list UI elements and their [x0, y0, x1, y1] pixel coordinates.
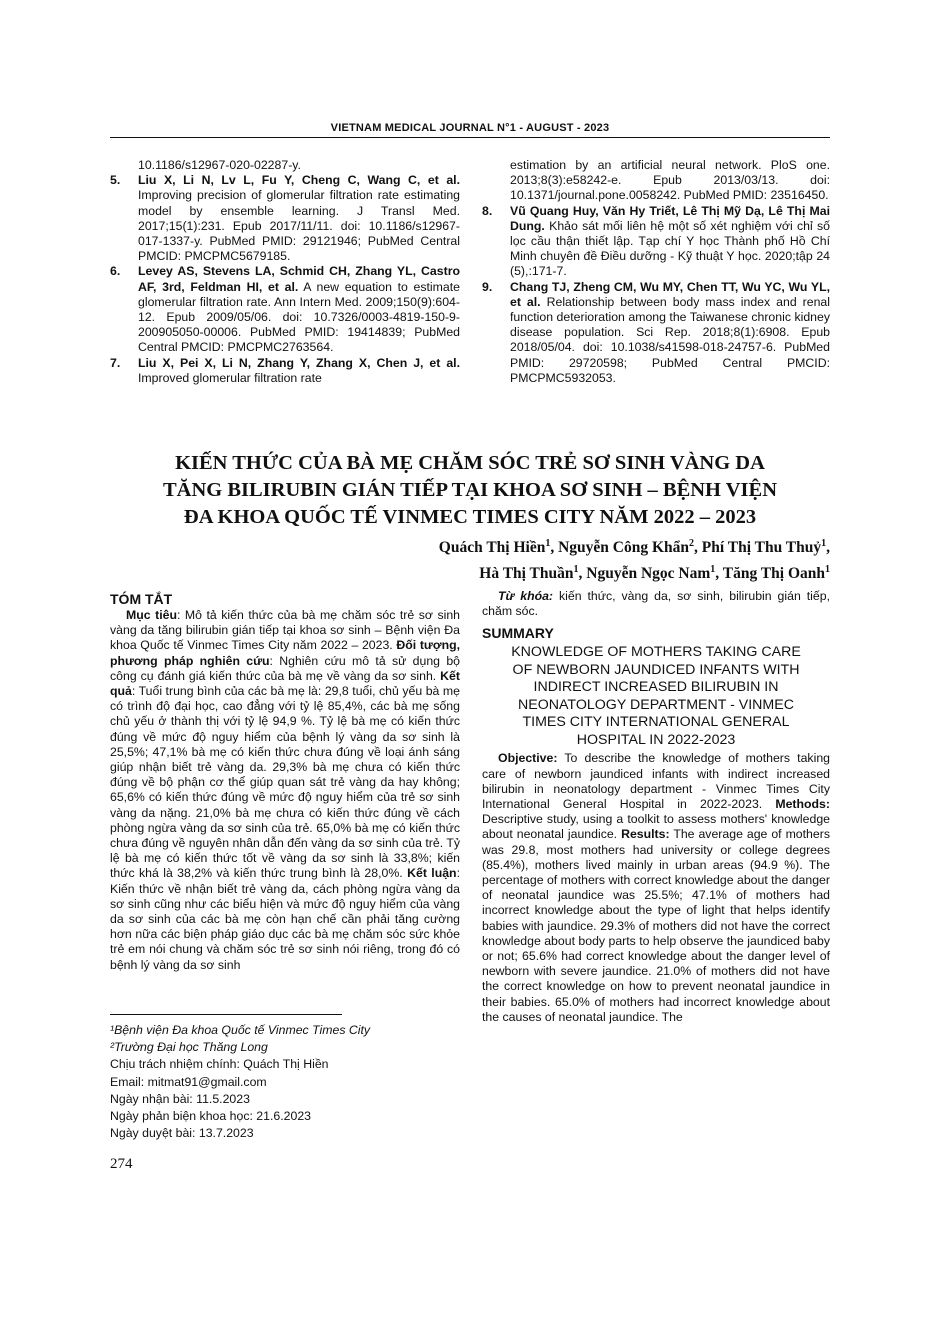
english-title-line: KNOWLEDGE OF MOTHERS TAKING CARE: [511, 644, 801, 661]
abstract-vietnamese: [110, 590, 460, 973]
author-separator: ,: [578, 565, 587, 583]
author-name: Quách Thị Hiền: [438, 539, 546, 557]
title-line: TĂNG BILIRUBIN GIÁN TIẾP TẠI KHOA SƠ SINH – BỆNH VIỆN: [162, 479, 778, 501]
results-text: : Tuổi trung bình của các bà mẹ là: 29,8 tuổi, chủ yếu bà mẹ có trình độ đại học, cao đẳng với tỷ lệ 85,4%, các bà mẹ sống chủ yếu ở thành thị với tỷ lệ 94,9 %. Tỷ lệ bà mẹ có kiến thức đúng về mức độ nguy hiểm của bệnh lý vàng da sơ sinh là 25,5%; 47,1% bà mẹ có kiến thức chưa đúng về loại ánh sáng giúp nhận biết trẻ vàng da. 29,3% bà mẹ chưa có kiến thức đúng về bộ phận cơ thể giúp quan sát trẻ vàng da hay không; 65,6% có kiến thức đúng về mức độ nguy hiểm của trẻ sơ sinh vàng da nặng. 21,0% bà mẹ chưa có kiến thức đúng về cách phòng ngừa vàng da sơ sinh của trẻ. 65,0% bà mẹ có kiến thức chưa đúng về nguyên nhân dẫn đến vàng da sơ sinh của trẻ. Tỷ lệ bà mẹ có kiến thức tốt về vàng da sơ sinh là 33,8%; kiến thức khá là 38,2% và kiến thức trung bình là 28,0%.: [110, 684, 460, 881]
article-title: [110, 450, 830, 531]
author-name: Nguyễn Ngọc Nam: [586, 565, 711, 583]
reference-item: [482, 280, 830, 386]
reference-authors: Levey AS, Stevens LA, Schmid CH, Zhang YL, Castro AF, 3rd, Feldman HI, et al.: [138, 264, 460, 294]
author-separator: ,: [694, 539, 702, 557]
author-affiliation: 1: [825, 564, 830, 576]
author-name: Phí Thị Thu Thuỷ: [701, 539, 822, 557]
results-text: The average age of mothers was 29.8, most mothers had university or college degrees (85.4%), mothers lived mainly in urban areas (94.9 %). The percentage of mothers with correct knowledge about the danger of neonatal jaundice was 25.5%; 47.1% of mothers had incorrect knowledge about the type of light that helps identify babies with jaundice. 29.3% of mothers did not have the correct knowledge about body parts to help observe the jaundiced baby or not; 65.6% had correct knowledge about the danger level of newborn with severe jaundice. 21.0% of mothers did not have the correct knowledge on how to prevent neonatal jaundice in their babies. 65.0% of mothers had incorrect knowledge about the causes of neonatal jaundice. The: [482, 827, 830, 1024]
reference-authors: Vũ Quang Huy, Văn Hy Triết, Lê Thị Mỹ Dạ, Lê Thị Mai Dung.: [510, 203, 830, 233]
reference-item: [110, 356, 460, 386]
date-reviewed: Ngày phản biện khoa học: 21.6.2023: [110, 1109, 312, 1124]
summary-heading: SUMMARY: [482, 625, 554, 642]
author-affiliation: 1: [545, 538, 551, 549]
abstract-english: [482, 589, 830, 1025]
keywords-text: kiến thức, vàng da, sơ sinh, bilirubin gián tiếp, chăm sóc.: [482, 589, 830, 619]
english-title-line: OF NEWBORN JAUNDICED INFANTS WITH: [512, 661, 800, 678]
footnotes: [110, 1022, 460, 1142]
conclusion-text: : Kiến thức về nhận biết trẻ vàng da, cách phòng ngừa vàng da sơ sinh cũng như các biểu hiện và mức độ nguy hiểm của vàng da sơ sinh của các bà mẹ còn hạn chế cần phải tăng cường hơn nữa các biện pháp giáo dục các bà mẹ chăm sóc sức khỏe trẻ em nói chung và chăm sóc trẻ sơ sinh nói riêng, trong đó có bệnh lý vàng da sơ sinh: [110, 866, 460, 972]
reference-number: 9.: [482, 279, 493, 294]
reference-number: 6.: [110, 264, 121, 279]
reference-number: 7.: [110, 355, 121, 370]
author-name: Tăng Thị Oanh: [722, 565, 825, 583]
author-affiliation: 1: [573, 564, 579, 576]
reference-item: [482, 158, 830, 204]
english-title-line: HOSPITAL IN 2022-2023: [576, 731, 736, 748]
date-received: Ngày nhận bài: 11.5.2023: [110, 1091, 250, 1106]
author-list: [300, 533, 830, 585]
reference-text: Khảo sát mối liên hệ một số xét nghiệm với chỉ số lọc cầu thận thiết lập. Tạp chí Y học Thành phố Hồ Chí Minh chuyên đề Điều dưỡng - Kỹ thuật Y học. 2020;tập 24 (5),:171-7.: [510, 218, 830, 279]
results-label: Kết quả: [110, 668, 460, 699]
author-separator: ,: [715, 565, 723, 583]
page-number: 274: [110, 1156, 133, 1172]
objective-label: Mục tiêu: [126, 608, 177, 622]
abstract-body: [110, 608, 460, 973]
author-line: [300, 559, 830, 585]
reference-text: Improving precision of glomerular filtration rate estimating model by ensemble learning. J Transl Med. 2017;15(1):231. Epub 2017/11/11. doi: 10.1186/s12967-017-1337-y. PubMed PMID: 29121946; PubMed Central PMCID: PMCPMC5679185.: [138, 188, 460, 264]
corresponding-author: Chịu trách nhiệm chính: Quách Thị Hiền: [110, 1057, 329, 1072]
english-title-line: INDIRECT INCREASED BILIRUBIN IN: [533, 679, 779, 696]
reference-item: [110, 173, 460, 264]
author-separator: ,: [550, 539, 559, 557]
author-affiliation: 2: [689, 538, 695, 549]
english-title: [482, 644, 830, 749]
email: Email: mitmat91@gmail.com: [110, 1074, 267, 1089]
author-name: Nguyễn Công Khẩn: [558, 539, 690, 557]
header-rule: [110, 137, 830, 138]
reference-text: Improved glomerular filtration rate: [138, 370, 322, 385]
reference-item: [110, 264, 460, 355]
references-right: [482, 158, 830, 386]
english-title-line: TIMES CITY INTERNATIONAL GENERAL: [522, 714, 790, 731]
date-accepted: Ngày duyệt bài: 13.7.2023: [110, 1126, 254, 1141]
footnote-rule: [110, 1014, 342, 1015]
author-name: Hà Thị Thuần: [479, 565, 574, 583]
reference-text: A new equation to estimate glomerular filtration rate. Ann Intern Med. 2009;150(9):604-12. Epub 2009/05/06. doi: 10.7326/0003-4819-150-9-200905050-00006. PubMed PMID: 19414839; PubMed Central PMCID: PMCPMC2763564.: [138, 279, 460, 355]
reference-item: [110, 158, 460, 173]
reference-number: 5.: [110, 173, 121, 188]
reference-text: 10.1186/s12967-020-02287-y.: [138, 158, 301, 172]
reference-item: [482, 204, 830, 280]
abstract-heading: TÓM TẮT: [110, 591, 173, 607]
author-separator: ,: [826, 539, 830, 557]
english-title-line: NEONATOLOGY DEPARTMENT - VINMEC: [518, 696, 794, 713]
title-line: ĐA KHOA QUỐC TẾ VINMEC TIMES CITY NĂM 2022 – 2023: [183, 506, 757, 528]
author-affiliation: 1: [710, 564, 716, 576]
reference-authors: Chang TJ, Zheng CM, Wu MY, Chen TT, Wu YC, Wu YL, et al.: [510, 279, 830, 309]
reference-authors: Liu X, Pei X, Li N, Zhang Y, Zhang X, Chen J, et al.: [138, 355, 460, 370]
running-header: VIETNAM MEDICAL JOURNAL N°1 - AUGUST - 2023: [330, 122, 610, 134]
conclusion-label: Kết luận: [407, 866, 457, 881]
methods-label: Methods:: [775, 797, 830, 812]
objective-text: To describe the knowledge of mothers taking care of newborn jaundiced infants with indirect increased bilirubin in neonatology department - Vinmec Times City International General Hospital in 2022-2023.: [482, 751, 830, 812]
methods-label: Đối tượng, phương pháp nghiên cứu: [110, 638, 461, 668]
reference-authors: Liu X, Li N, Lv L, Fu Y, Cheng C, Wang C, et al.: [138, 173, 460, 188]
keywords: [482, 589, 830, 619]
author-line: [300, 533, 830, 559]
objective-text: : Mô tả kiến thức của bà mẹ chăm sóc trẻ sơ sinh vàng da tăng bilirubin gián tiếp tại khoa sơ sinh – Bệnh viện Đa khoa Quốc tế Vinmec Times City năm 2022 – 2023.: [110, 608, 461, 653]
keywords-label: Từ khóa:: [498, 589, 554, 603]
objective-label: Objective:: [498, 751, 558, 766]
summary-body: [482, 751, 830, 1025]
results-label: Results:: [621, 827, 670, 842]
author-affiliation: 1: [821, 538, 827, 549]
methods-text: Descriptive study, using a toolkit to assess mothers' knowledge about neonatal jaundice.: [482, 812, 830, 842]
reference-number: 8.: [482, 203, 493, 218]
references-left: [110, 158, 460, 386]
reference-text: Relationship between body mass index and renal function deterioration among the Taiwanese chronic kidney disease population. Sci Rep. 2018;8(1):6908. Epub 2018/05/04. doi: 10.1038/s41598-018-24757-6. PubMed PMID: 29720598; PubMed Central PMCID: PMCPMC5932053.: [510, 294, 830, 385]
title-line: KIẾN THỨC CỦA BÀ MẸ CHĂM SÓC TRẺ SƠ SINH VÀNG DA: [175, 452, 765, 474]
methods-text: : Nghiên cứu mô tả sử dụng bộ công cụ đánh giá kiến thức của bà mẹ về vàng da sơ sinh.: [110, 653, 460, 683]
affiliation-2: ²Trường Đại học Thăng Long: [110, 1040, 268, 1055]
affiliation-1: ¹Bệnh viện Đa khoa Quốc tế Vinmec Times City: [110, 1023, 371, 1037]
reference-text: estimation by an artificial neural network. PloS one. 2013;8(3):e58242-e. Epub 2013/03/13. doi: 10.1371/journal.pone.0058242. PubMed PMID: 23516450.: [510, 158, 830, 203]
